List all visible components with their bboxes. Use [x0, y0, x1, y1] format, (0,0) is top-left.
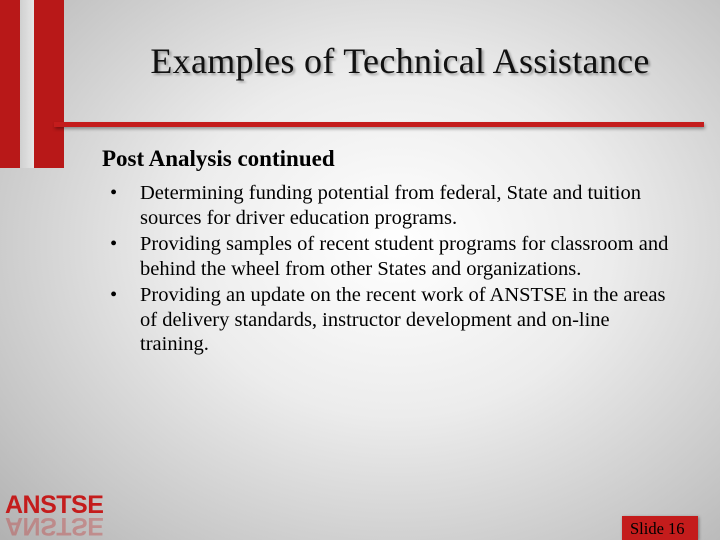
bullet-list — [100, 181, 675, 359]
bullet-item — [100, 283, 675, 357]
bullet-text: Providing samples of recent student programs for classroom and behind the wheel from other States and organizations. — [140, 233, 669, 280]
left-bar-gap — [20, 0, 34, 168]
bullet-text: Determining funding potential from federal, State and tuition sources for driver education programs. — [140, 182, 641, 229]
anstse-logo: ANSTSE — [5, 491, 104, 519]
bullet-dot: • — [110, 284, 118, 306]
left-bar-inner — [34, 0, 64, 168]
bullet-dot: • — [110, 182, 118, 204]
slide-number-label: Slide 16 — [630, 519, 685, 538]
section-subtitle: Post Analysis continued — [102, 146, 335, 171]
bullet-dot: • — [110, 233, 118, 255]
left-bar-outer — [0, 0, 20, 168]
bullet-item — [100, 181, 675, 230]
bullet-text: Providing an update on the recent work of ANSTSE in the areas of delivery standards, instructor development and on-line training. — [140, 284, 666, 355]
decorative-left-bars — [0, 0, 68, 168]
title-underline — [54, 122, 704, 127]
bullet-item — [100, 232, 675, 281]
slide-title: Examples of Technical Assistance — [150, 41, 650, 81]
slide-number-badge — [622, 516, 698, 540]
anstse-logo-reflection: ANSTSE — [5, 512, 104, 540]
